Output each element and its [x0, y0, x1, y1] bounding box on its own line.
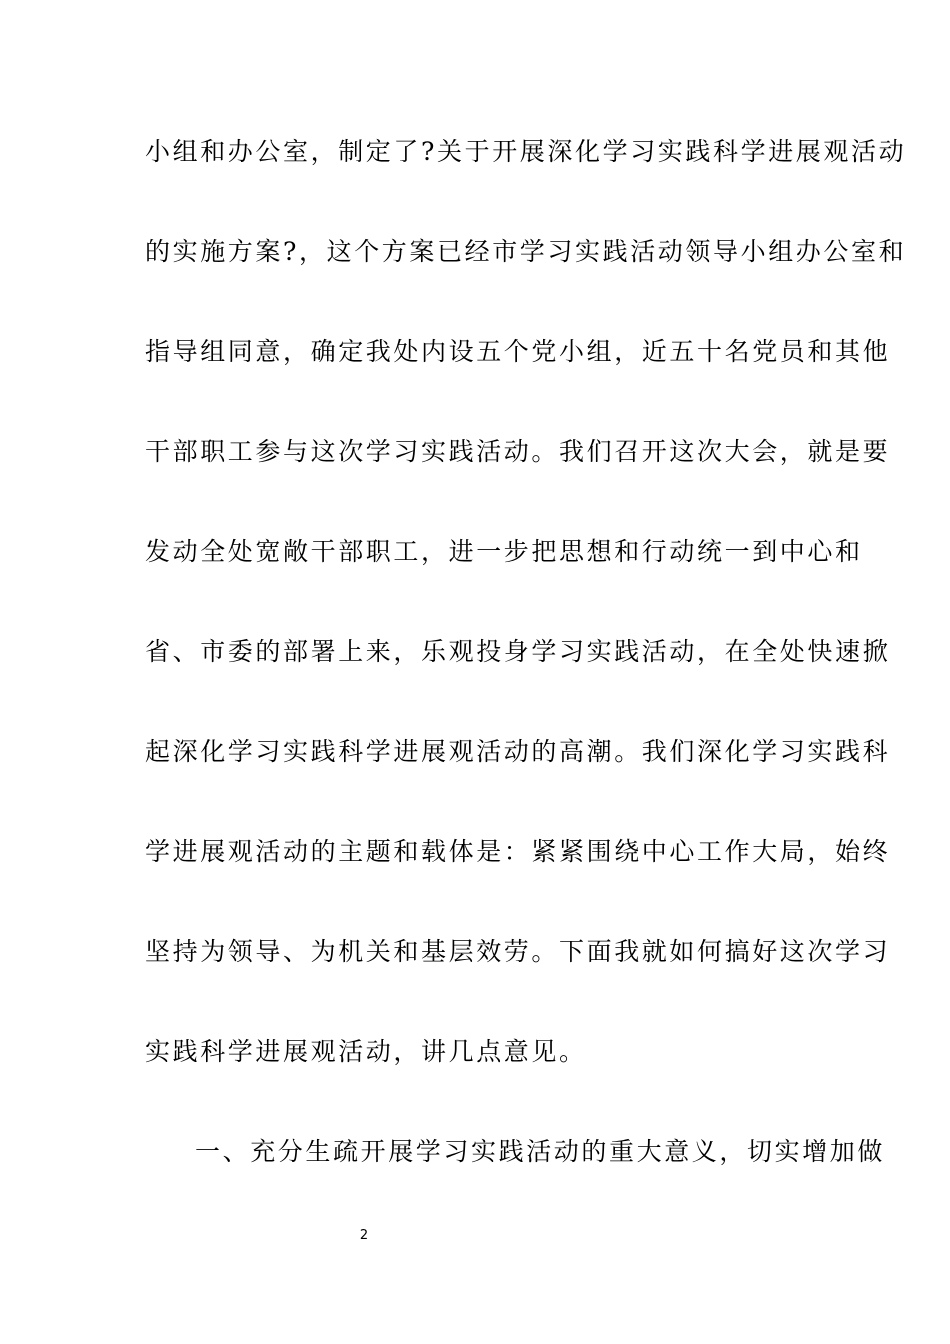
- section-heading-line: 一、充分生疏开展学习实践活动的重大意义，切实增加做: [195, 1137, 886, 1166]
- body-text-line: 学进展观活动的主题和载体是：紧紧围绕中心工作大局，始终: [145, 837, 891, 866]
- body-text-line: 干部职工参与这次学习实践活动。我们召开这次大会，就是要: [145, 437, 891, 466]
- body-text-line: 省、市委的部署上来，乐观投身学习实践活动，在全处快速掀: [145, 637, 891, 666]
- body-text-line: 发动全处宽敞干部职工，进一步把思想和行动统一到中心和: [145, 537, 863, 566]
- body-text-line: 坚持为领导、为机关和基层效劳。下面我就如何搞好这次学习: [145, 937, 891, 966]
- body-text-line: 指导组同意，确定我处内设五个党小组，近五十名党员和其他: [145, 337, 891, 366]
- body-text-line: 的实施方案?，这个方案已经市学习实践活动领导小组办公室和: [145, 237, 907, 266]
- page-number: 2: [359, 1228, 369, 1243]
- body-text-line: 起深化学习实践科学进展观活动的高潮。我们深化学习实践科: [145, 737, 891, 766]
- body-text-line: 实践科学进展观活动，讲几点意见。: [145, 1037, 587, 1066]
- body-text-line: 小组和办公室，制定了?关于开展深化学习实践科学进展观活动: [145, 137, 907, 166]
